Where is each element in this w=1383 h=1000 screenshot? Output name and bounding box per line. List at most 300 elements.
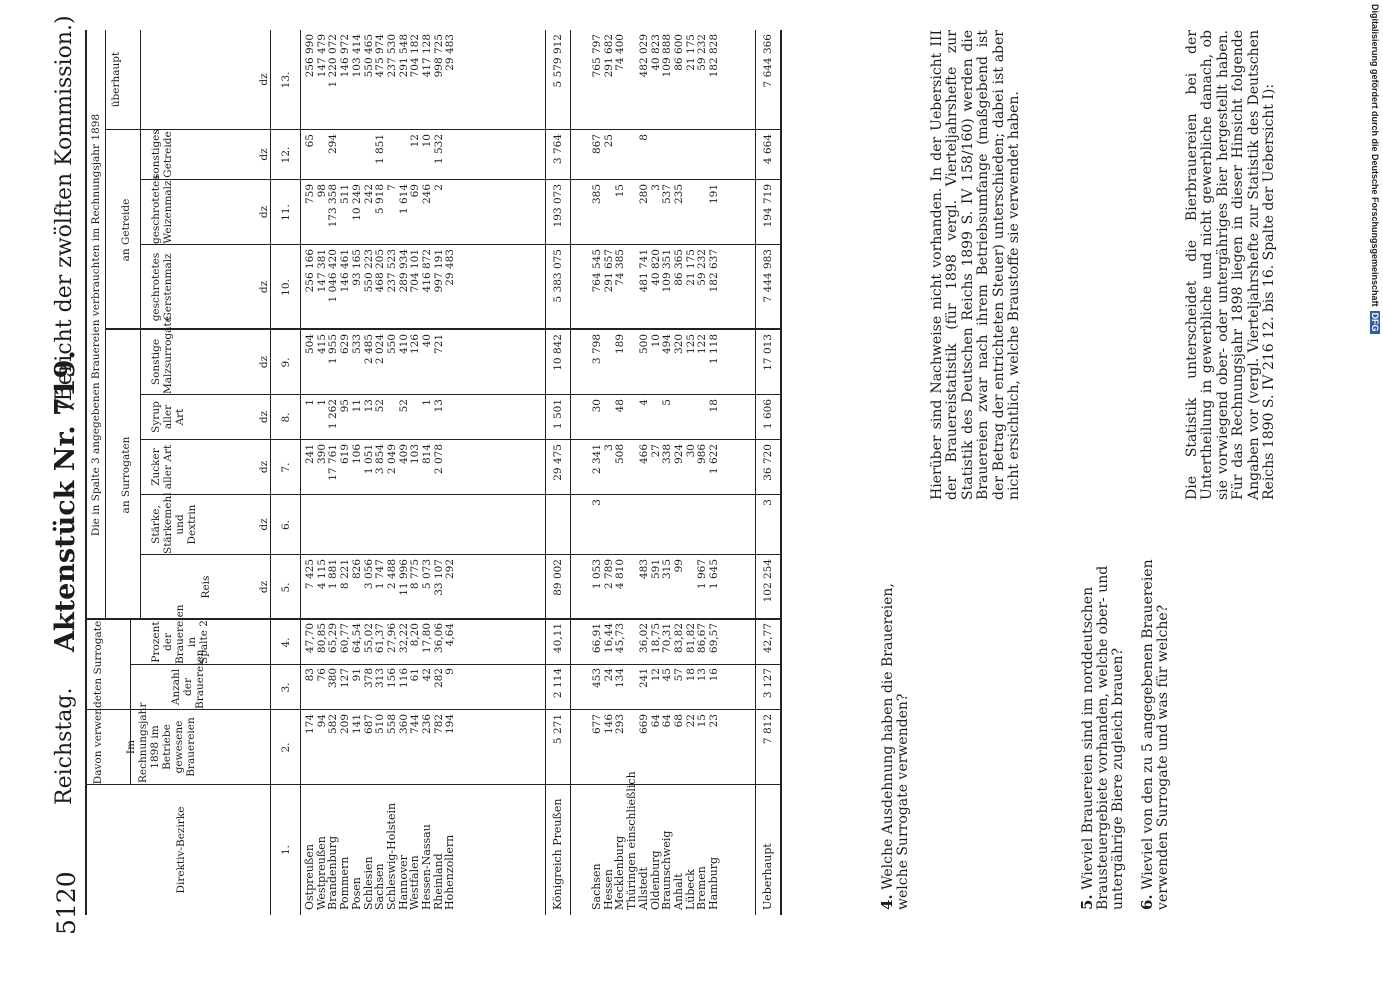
cell-c11: 537 [661,184,674,205]
cell-c2: 582 [327,714,340,735]
cell-c5: 3 056 [362,559,375,590]
cell-c8: 1 262 [327,399,340,430]
cell-c13: 21 175 [684,34,697,71]
header-staerke: Stärke, Stärkemehl und Dextrin [150,492,198,554]
cell-c7: 27 [649,444,662,458]
cell-c3: 116 [397,668,410,689]
cell-c3: 2 114 [552,668,564,699]
cell-c10: 93 165 [350,249,363,286]
cell-c10: 550 223 [362,249,375,293]
cell-c9: 10 842 [552,334,564,371]
cell-c2: 360 [397,714,410,735]
cell-c2: 64 [661,714,674,728]
cell-c3: 13 [696,668,709,682]
unit-label: dz [258,355,270,369]
question-6-text: Wieviel von den zu 5 angegebenen Brauereien verwenden Surrogate und was für welche? [1140,559,1171,910]
cell-c8: 52 [397,399,410,413]
row-label: Hamburg [707,856,720,910]
header-sonstige-malz: Sonstige Malzsurrogate [150,316,174,394]
cell-c7: 30 [684,444,697,458]
cell-c10: 182 637 [708,249,720,293]
col-divider-8 [140,394,780,395]
cell-c7: 390 [315,444,328,465]
col-divider-9 [105,328,780,330]
cell-c2: 146 [602,714,615,735]
unit-label: dz [258,410,270,424]
unit-label: dz [258,580,270,594]
cell-c13: 256 990 [304,34,316,78]
cell-c4: 42,77 [762,623,774,654]
cell-c13: 103 414 [350,34,363,78]
col-divider-5 [140,554,780,555]
cell-c4: 17,80 [421,623,433,654]
cell-c13: 182 828 [708,34,720,78]
cell-c13: 417 128 [421,34,433,78]
cell-c10: 704 101 [409,249,422,293]
header-bottom-rule [300,30,301,915]
cell-c10: 481 741 [637,249,650,293]
cell-c8: 1 606 [762,399,774,430]
cell-c7: 619 [339,444,352,465]
cell-c10: 5 383 075 [552,249,564,303]
cell-c4: 36,02 [637,623,650,654]
column-number-rule [270,30,271,915]
cell-c13: 40 823 [649,34,662,71]
cell-c3: 453 [591,668,603,689]
cell-c8: 13 [362,399,375,413]
header-an-getreide: an Getreide [120,198,132,262]
cell-c13: 998 725 [432,34,445,78]
cell-c5: 99 [672,559,685,573]
cell-c5: 591 [649,559,662,580]
cell-c2: 94 [315,714,328,728]
cell-c2: 141 [350,714,363,735]
cell-c9: 415 [315,334,328,355]
cell-c5: 483 [637,559,650,580]
running-title: Reichstag. [52,687,77,805]
cell-c13: 1 220 072 [327,34,340,88]
cell-c4: 69,57 [708,623,720,654]
cell-c10: 21 175 [684,249,697,286]
cell-c10: 59 232 [696,249,709,286]
cell-c4: 86,67 [696,623,709,654]
cell-c2: 782 [432,714,445,735]
cell-c3: 61 [409,668,422,682]
cell-c11: 759 [304,184,316,205]
cell-c3: 282 [432,668,445,689]
cell-c4: 32,22 [397,623,410,654]
cell-c2: 23 [708,714,720,728]
row-label: Hannover [396,855,410,910]
cell-c7: 338 [661,444,674,465]
cell-c12: 4 664 [762,134,774,165]
row-label: Westfalen [408,855,422,910]
cell-c4: 8,20 [409,623,422,647]
cell-c4: 61,37 [374,623,387,654]
cell-c13: 5 579 912 [552,34,564,88]
cell-c5: 2 789 [602,559,615,590]
digitization-text: Digitalisierung gefördert durch die Deutsche Forschungsgemeinschaft [1370,4,1380,307]
row-label: Oldenburg [648,850,662,910]
cell-c4: 70,31 [661,623,674,654]
cell-c5: 1 881 [327,559,340,590]
cell-c11: 173 358 [327,184,340,228]
group-rule [140,30,141,620]
cell-c7: 1 622 [708,444,720,475]
cell-c4: 16,44 [602,623,615,654]
span-rule [105,30,106,620]
cell-c9: 410 [397,334,410,355]
cell-c3: 57 [672,668,685,682]
unit-label: dz [258,148,270,161]
row-label: Anhalt [671,873,685,910]
row-label: Lübeck [683,869,697,910]
cell-c12: 12 [409,134,422,148]
row-label: Braunschweig [660,830,674,910]
cell-c8: 1 [315,399,328,406]
cell-c13: 237 530 [385,34,398,78]
col-divider-6 [140,494,780,495]
cell-c5: 7 425 [304,559,316,590]
cell-c7: 241 [304,444,316,465]
cell-c9: 721 [432,334,445,355]
cell-c11: 15 [614,184,627,198]
cell-c4: 80,85 [315,623,328,654]
cell-c11: 511 [339,184,352,205]
cell-c5: 315 [661,559,674,580]
cell-c4: 60,77 [339,623,352,654]
cell-c4: 40,11 [552,623,564,654]
cell-c4: 66,91 [591,623,603,654]
cell-c11: 1 614 [397,184,410,215]
cell-c7: 36 720 [762,444,774,481]
header-direktiv: Direktiv-Bezirke [175,806,187,894]
cell-c10: 146 461 [339,249,352,293]
row-label: Hessen-Nassau [420,824,433,910]
row-label: Schlesien [361,856,375,910]
row-label: Ostpreußen [303,844,316,910]
cell-c13: 29 483 [444,34,457,71]
cell-c4: 55,02 [362,623,375,654]
cell-c7: 2 078 [432,444,445,475]
header-zucker: Zucker aller Art [150,444,174,490]
col-number: 3. [280,682,292,693]
cell-c9: 1 955 [327,334,340,365]
cell-c13: 550 465 [362,34,375,78]
cell-c8: 52 [374,399,387,413]
cell-c3: 91 [350,668,363,682]
cell-c10: 109 351 [661,249,674,293]
cell-c12: 3 764 [552,134,564,165]
cell-c5: 33 107 [432,559,445,596]
cell-c10: 237 523 [385,249,398,293]
cell-c13: 765 797 [591,34,603,78]
header-davon: Davon verwendeten Surrogate [92,620,104,785]
cell-c2: 677 [591,714,603,735]
header-weizenmalz: geschrotetes Weizenmalz [150,175,174,244]
cell-c2: 558 [385,714,398,735]
cell-c4: 83,82 [672,623,685,654]
prussia-rule [545,30,546,915]
cell-c4: 4,64 [444,623,457,647]
cell-c9: 629 [339,334,352,355]
row-label: Hessen [601,869,615,910]
row-label: Westpreußen [314,836,328,910]
cell-c5: 1 053 [591,559,603,590]
col-number: 7. [280,462,292,473]
cell-c11: 98 [315,184,328,198]
unit-label: dz [258,280,270,294]
header-ueberhaupt: überhaupt [110,51,122,108]
col-divider-11 [140,179,780,180]
cell-c9: 10 [649,334,662,348]
cell-c7: 2 049 [385,444,398,475]
cell-c8: 13 [432,399,445,413]
cell-c10: 289 934 [397,249,410,293]
cell-c2: 64 [649,714,662,728]
cell-c7: 2 341 [591,444,603,475]
col-number: 5. [280,582,292,593]
row-label: Allstedt [636,866,650,910]
cell-c10: 86 365 [672,249,685,286]
cell-c4: 18,75 [649,623,662,654]
cell-c13: 475 974 [374,34,387,78]
cell-c10: 7 444 983 [762,249,774,303]
cell-c9: 494 [661,334,674,355]
cell-c3: 241 [637,668,650,689]
header-gerstenmalz: geschrotetes Gerstenmalz [150,252,174,322]
unit-label: dz [258,518,270,531]
cell-c3: 45 [661,668,674,682]
cell-c5: 1 967 [696,559,709,590]
question-4-text: Welche Ausdehnung haben die Brauereien, welche Surrogate verwenden? [880,583,911,910]
thueringen-label: Thüringen einschließlich [625,771,639,910]
cell-c9: 17 013 [762,334,774,371]
cell-c8: 5 [661,399,674,406]
cell-c13: 59 232 [696,34,709,71]
cell-c4: 47,70 [304,623,316,654]
cell-c12: 10 [421,134,433,148]
row-label: Hohenzollern [443,834,457,910]
cell-c8: 11 [350,399,363,413]
cell-c3: 12 [649,668,662,682]
cell-c8: 95 [339,399,352,413]
cell-c11: 69 [409,184,422,198]
cell-c5: 2 488 [385,559,398,590]
cell-c11: 2 [432,184,445,191]
cell-c2: 15 [696,714,709,728]
cell-c7: 3 [602,444,615,451]
cell-c9: 2 485 [362,334,375,365]
row-label: Sachsen [373,863,387,910]
cell-c9: 504 [304,334,316,355]
cell-c7: 814 [421,444,433,465]
cell-c9: 122 [696,334,709,355]
cell-c3: 127 [339,668,352,689]
unit-label: dz [258,205,270,219]
cell-c11: 246 [421,184,433,205]
cell-c7: 103 [409,444,422,465]
cell-c7: 17 761 [327,444,340,481]
cell-c6: 3 [762,499,774,506]
cell-c5: 4 115 [315,559,328,590]
cell-c7: 986 [696,444,709,465]
cell-c13: 109 888 [661,34,674,78]
header-an-surrogaten: an Surrogaten [120,436,132,514]
cell-c11: 242 [362,184,375,205]
cell-c13: 482 029 [637,34,650,78]
col-divider-7 [140,439,780,440]
cell-c2: 7 812 [762,714,774,745]
col-number: 11. [280,204,292,221]
cell-c12: 25 [602,134,615,148]
header-prozent: Prozent der Brauereien in Spalte 2 [150,604,210,664]
cell-c9: 500 [637,334,650,355]
row-label: Sachsen [590,863,603,910]
col-number: 1. [280,844,292,856]
question-4 [880,530,911,910]
question-5-number: 5. [1078,894,1096,910]
dfg-logo: DFG [1370,312,1380,332]
question-6 [1140,530,1171,910]
cell-c5: 102 254 [762,559,774,603]
cell-c2: 174 [304,714,316,735]
cell-c5: 4 810 [614,559,627,590]
unit-label: dz [258,460,270,474]
cell-c10: 468 205 [374,249,387,293]
cell-c2: 687 [362,714,375,735]
document-title: Aktenstück Nr. 719. [50,350,81,652]
cell-c2: 510 [374,714,387,735]
cell-c3: 380 [327,668,340,689]
cell-c3: 24 [602,668,615,682]
cell-c8: 1 501 [552,399,564,430]
cell-c4: 45,73 [614,623,627,654]
cell-c2: 68 [672,714,685,728]
answer-5-6: Die Statistik unterscheidet die Bierbrauereien bei der Untertheilung in gewerbliche und nicht gewerbliche danach, ob sie vorwiegend ober- oder untergähriges Bier hergestellt haben. Für das Rechnungsjahr 1898 liegen in dieser Hinsicht folgende Angaben vor (vergl. Vierteljahrshefte zur Statistik des Deutschen Reichs 1890 S. IV 216 12. bis 16. Spalte der Uebersicht I): [1184,30,1278,500]
cell-c9: 1 118 [708,334,720,365]
cell-c3: 83 [304,668,316,682]
cell-c3: 16 [708,668,720,682]
cell-c13: 146 972 [339,34,352,78]
row-label: Pommern [338,856,352,910]
cell-c13: 704 182 [409,34,422,78]
cell-c10: 29 483 [444,249,457,286]
cell-c2: 5 271 [552,714,564,745]
cell-c12: 867 [591,134,603,155]
col-divider-12 [105,129,780,130]
cell-c4: 81,82 [684,623,697,654]
table-top-rule [85,30,87,915]
cell-c10: 147 381 [315,249,328,293]
header-breweries: Im Rechnungsjahr 1898 im Betriebe gewesene Brauereien [125,702,197,783]
col-number: 8. [280,412,292,423]
cell-c13: 86 600 [672,34,685,71]
cell-c7: 924 [672,444,685,465]
cell-c8: 4 [637,399,650,406]
col-divider-1 [85,784,780,785]
cell-c5: 11 996 [397,559,410,596]
row-label: Posen [349,877,363,910]
total-row-label: Ueberhaupt [761,843,774,910]
cell-c13: 147 479 [315,34,328,78]
document-subtitle: (Bericht der zwölften Kommission.) [52,15,77,410]
cell-c12: 1 851 [374,134,387,165]
cell-c5: 89 002 [552,559,564,596]
cell-c2: 236 [421,714,433,735]
col-divider-3 [130,664,780,665]
header-anzahl: Anzahl der Brauereien [170,649,206,709]
cell-c4: 65,29 [327,623,340,654]
cell-c5: 826 [350,559,363,580]
cell-c3: 156 [385,668,398,689]
cell-c13: 291 682 [602,34,615,78]
cell-c9: 550 [385,334,398,355]
header-sonstiges-getreide: sonstiges Getreide [150,129,174,179]
col-divider-10 [140,244,780,245]
cell-c12: 294 [327,134,340,155]
prussia-row-label: Königreich Preußen [551,798,564,910]
cell-c8: 18 [708,399,720,413]
cell-c12: 1 532 [432,134,445,165]
cell-c2: 293 [614,714,627,735]
header-syrup: Syrup aller Art [150,401,186,433]
cell-c2: 194 [444,714,457,735]
cell-c8: 48 [614,399,627,413]
cell-c12: 8 [637,134,650,141]
cell-c11: 280 [637,184,650,205]
cell-c7: 466 [637,444,650,465]
cell-c5: 8 775 [409,559,422,590]
cell-c9: 320 [672,334,685,355]
cell-c8: 1 [304,399,316,406]
question-5 [1080,530,1126,910]
cell-c11: 5 918 [374,184,387,215]
cell-c3: 313 [374,668,387,689]
cell-c10: 74 385 [614,249,627,286]
cell-c13: 291 548 [397,34,410,78]
cell-c9: 189 [614,334,627,355]
cell-c5: 5 073 [421,559,433,590]
cell-c10: 291 657 [602,249,615,293]
cell-c2: 22 [684,714,697,728]
row-label: Rheinland [431,853,445,910]
cell-c9: 533 [350,334,363,355]
row-label: Bremen [695,866,709,910]
cell-c11: 385 [591,184,603,205]
cell-c9: 125 [684,334,697,355]
cell-c3: 9 [444,668,457,675]
cell-c10: 997 191 [432,249,445,293]
cell-c11: 194 719 [762,184,774,228]
cell-c3: 18 [684,668,697,682]
header-span: Die in Spalte 3 angegebenen Brauereien verbrauchten im Rechnungsjahr 1898 [90,113,102,537]
cell-c2: 744 [409,714,422,735]
prussia-rule-2 [570,30,571,915]
col-number: 9. [280,357,292,368]
cell-c9: 2 024 [374,334,387,365]
header-reis: Reis [200,575,212,599]
cell-c11: 193 073 [552,184,564,228]
table-bottom-rule [780,30,782,915]
cell-c11: 235 [672,184,685,205]
cell-c5: 8 221 [339,559,352,590]
cell-c12: 65 [304,134,316,148]
row-label: Mecklenburg [613,835,627,910]
cell-c11: 7 [385,184,398,191]
col-number: 13. [280,71,292,89]
col-number: 6. [280,519,292,531]
